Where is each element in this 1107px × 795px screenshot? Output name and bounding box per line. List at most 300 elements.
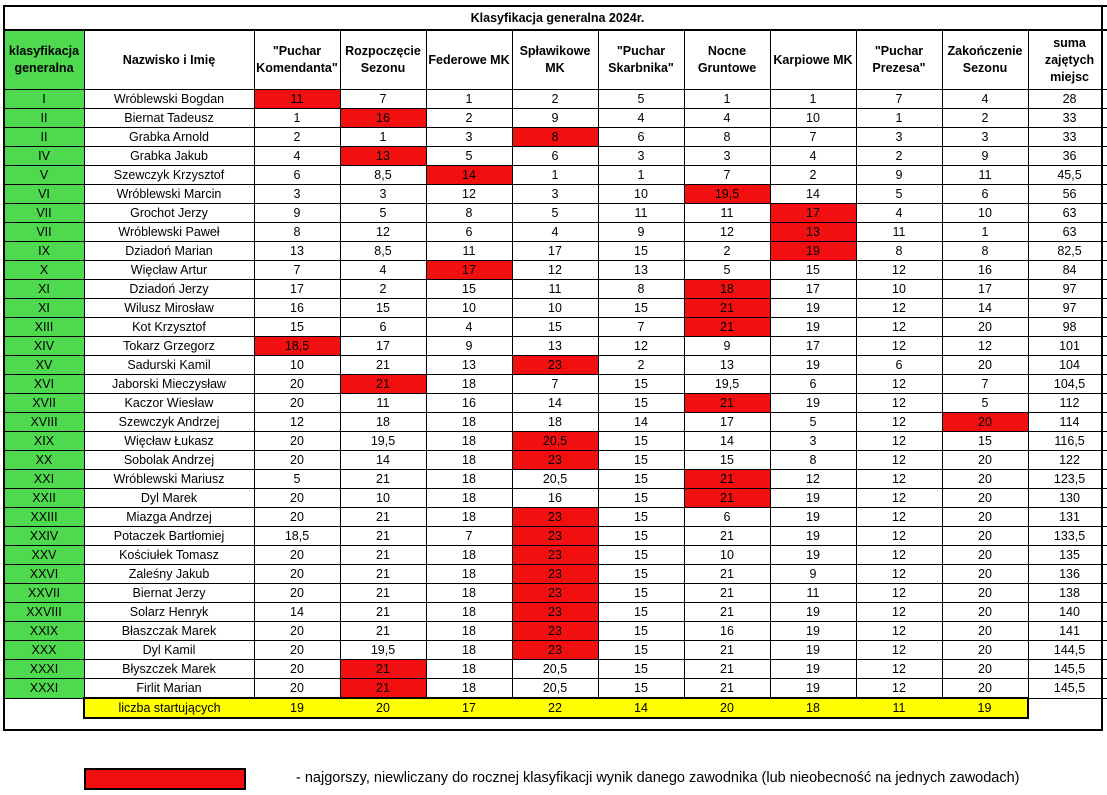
name-cell: Wróblewski Bogdan (84, 90, 254, 109)
score-cell: 17 (770, 337, 856, 356)
score-cell: 9 (512, 109, 598, 128)
score-cell: 1 (340, 128, 426, 147)
score-cell: 19 (770, 356, 856, 375)
score-cell: 12 (254, 413, 340, 432)
score-cell: 8 (598, 280, 684, 299)
table-row (4, 641, 1107, 660)
table-row (4, 185, 1107, 204)
score-cell: 3 (340, 185, 426, 204)
name-cell: Szewczyk Krzysztof (84, 166, 254, 185)
rank-cell: XI (4, 299, 84, 318)
score-cell: 19 (770, 394, 856, 413)
score-cell: 12 (856, 413, 942, 432)
score-cell: 15 (340, 299, 426, 318)
score-cell: 21 (684, 660, 770, 679)
score-cell: 12 (856, 451, 942, 470)
participants-count: 22 (512, 698, 598, 718)
score-cell: 12 (856, 622, 942, 641)
rank-cell: XXIV (4, 527, 84, 546)
footer-spacer (4, 698, 84, 718)
worst-score-cell: 21 (684, 489, 770, 508)
score-cell: 1 (254, 109, 340, 128)
score-cell: 19 (770, 622, 856, 641)
score-cell: 17 (512, 242, 598, 261)
score-cell: 15 (598, 394, 684, 413)
score-cell: 18 (426, 546, 512, 565)
table-row (4, 204, 1107, 223)
score-cell: 10 (340, 489, 426, 508)
score-cell: 18 (426, 622, 512, 641)
worst-score-cell: 11 (254, 90, 340, 109)
score-cell: 12 (856, 489, 942, 508)
name-cell: Grochot Jerzy (84, 204, 254, 223)
score-cell: 4 (254, 147, 340, 166)
score-cell: 19 (770, 546, 856, 565)
sum-cell: 144,5 (1028, 641, 1107, 660)
column-header: klasyfikacja generalna (4, 30, 84, 90)
score-cell: 20,5 (512, 679, 598, 699)
score-cell: 15 (598, 603, 684, 622)
score-cell: 3 (426, 128, 512, 147)
table-row (4, 280, 1107, 299)
score-cell: 21 (684, 527, 770, 546)
score-cell: 2 (512, 90, 598, 109)
score-cell: 20 (942, 451, 1028, 470)
score-cell: 15 (598, 432, 684, 451)
score-cell: 20 (254, 508, 340, 527)
score-cell: 15 (598, 584, 684, 603)
table-row (4, 337, 1107, 356)
score-cell: 18 (426, 413, 512, 432)
worst-score-cell: 23 (512, 622, 598, 641)
score-cell: 5 (426, 147, 512, 166)
score-cell: 12 (340, 223, 426, 242)
worst-score-cell: 8 (512, 128, 598, 147)
name-cell: Dziadoń Jerzy (84, 280, 254, 299)
sum-cell: 135 (1028, 546, 1107, 565)
score-cell: 8 (254, 223, 340, 242)
worst-score-cell: 18 (684, 280, 770, 299)
score-cell: 12 (512, 261, 598, 280)
score-cell: 21 (340, 508, 426, 527)
score-cell: 14 (684, 432, 770, 451)
score-cell: 9 (254, 204, 340, 223)
name-cell: Biernat Tadeusz (84, 109, 254, 128)
score-cell: 20 (254, 394, 340, 413)
score-cell: 5 (856, 185, 942, 204)
score-cell: 10 (942, 204, 1028, 223)
score-cell: 8 (426, 204, 512, 223)
name-cell: Błaszczak Marek (84, 622, 254, 641)
score-cell: 8,5 (340, 166, 426, 185)
score-cell: 18 (426, 470, 512, 489)
worst-score-cell: 23 (512, 584, 598, 603)
table-row (4, 508, 1107, 527)
name-cell: Dziadoń Marian (84, 242, 254, 261)
score-cell: 4 (512, 223, 598, 242)
score-cell: 3 (254, 185, 340, 204)
score-cell: 18 (426, 489, 512, 508)
worst-score-cell: 21 (684, 318, 770, 337)
sum-cell: 131 (1028, 508, 1107, 527)
score-cell: 20 (254, 375, 340, 394)
legend-red-swatch (84, 768, 246, 790)
score-cell: 18 (426, 375, 512, 394)
rank-cell: XIV (4, 337, 84, 356)
score-cell: 15 (512, 318, 598, 337)
rank-cell: XXIII (4, 508, 84, 527)
sum-cell: 63 (1028, 223, 1107, 242)
score-cell: 8 (770, 451, 856, 470)
score-cell: 21 (340, 546, 426, 565)
score-cell: 21 (684, 584, 770, 603)
score-cell: 3 (598, 147, 684, 166)
score-cell: 20 (254, 641, 340, 660)
sum-cell: 56 (1028, 185, 1107, 204)
rank-cell: V (4, 166, 84, 185)
worst-score-cell: 18,5 (254, 337, 340, 356)
name-cell: Szewczyk Andrzej (84, 413, 254, 432)
sum-cell: 28 (1028, 90, 1107, 109)
sum-cell: 84 (1028, 261, 1107, 280)
score-cell: 15 (598, 508, 684, 527)
score-cell: 19 (770, 660, 856, 679)
score-cell: 14 (340, 451, 426, 470)
score-cell: 3 (770, 432, 856, 451)
rank-cell: XI (4, 280, 84, 299)
score-cell: 13 (254, 242, 340, 261)
score-cell: 9 (598, 223, 684, 242)
score-cell: 15 (598, 622, 684, 641)
score-cell: 12 (856, 565, 942, 584)
score-cell: 5 (942, 394, 1028, 413)
score-cell: 15 (598, 242, 684, 261)
score-cell: 4 (598, 109, 684, 128)
rank-cell: II (4, 109, 84, 128)
table-row (4, 622, 1107, 641)
score-cell: 1 (512, 166, 598, 185)
sum-cell: 97 (1028, 299, 1107, 318)
score-cell: 16 (426, 394, 512, 413)
rank-cell: XXVIII (4, 603, 84, 622)
score-cell: 2 (942, 109, 1028, 128)
score-cell: 4 (856, 204, 942, 223)
score-cell: 14 (942, 299, 1028, 318)
worst-score-cell: 23 (512, 641, 598, 660)
score-cell: 20 (942, 470, 1028, 489)
score-cell: 14 (254, 603, 340, 622)
score-cell: 11 (512, 280, 598, 299)
score-cell: 14 (770, 185, 856, 204)
sum-cell: 63 (1028, 204, 1107, 223)
score-cell: 12 (856, 527, 942, 546)
name-cell: Grabka Jakub (84, 147, 254, 166)
sum-cell: 136 (1028, 565, 1107, 584)
column-header: Nocne Gruntowe (684, 30, 770, 90)
worst-score-cell: 19 (770, 242, 856, 261)
score-cell: 2 (856, 147, 942, 166)
table-row (4, 242, 1107, 261)
score-cell: 19 (770, 603, 856, 622)
rank-cell: IV (4, 147, 84, 166)
score-cell: 9 (426, 337, 512, 356)
rank-cell: XXV (4, 546, 84, 565)
score-cell: 12 (856, 660, 942, 679)
sum-cell: 82,5 (1028, 242, 1107, 261)
table-row (4, 166, 1107, 185)
score-cell: 6 (512, 147, 598, 166)
score-cell: 13 (598, 261, 684, 280)
score-cell: 20 (254, 546, 340, 565)
table-row (4, 299, 1107, 318)
name-cell: Więcław Artur (84, 261, 254, 280)
table-row (4, 147, 1107, 166)
score-cell: 18 (426, 679, 512, 699)
score-cell: 6 (684, 508, 770, 527)
score-cell: 7 (942, 375, 1028, 394)
legend-text: - najgorszy, niewliczany do rocznej klasyfikacji wynik danego zawodnika (lub nieobecność na jednych zawodach) (296, 770, 1020, 786)
score-cell: 20 (942, 508, 1028, 527)
sum-cell: 122 (1028, 451, 1107, 470)
score-cell: 17 (684, 413, 770, 432)
score-cell: 7 (254, 261, 340, 280)
score-cell: 12 (856, 318, 942, 337)
name-cell: Zaleśny Jakub (84, 565, 254, 584)
worst-score-cell: 21 (340, 660, 426, 679)
score-cell: 8 (942, 242, 1028, 261)
score-cell: 17 (340, 337, 426, 356)
score-cell: 1 (426, 90, 512, 109)
score-cell: 8 (856, 242, 942, 261)
table-row (4, 470, 1107, 489)
classification-table (3, 5, 1107, 719)
sum-cell: 97 (1028, 280, 1107, 299)
worst-score-cell: 23 (512, 508, 598, 527)
score-cell: 7 (684, 166, 770, 185)
name-cell: Wróblewski Mariusz (84, 470, 254, 489)
score-cell: 14 (598, 413, 684, 432)
score-cell: 12 (856, 508, 942, 527)
rank-cell: XXX (4, 641, 84, 660)
table-row (4, 603, 1107, 622)
score-cell: 8 (684, 128, 770, 147)
score-cell: 21 (340, 565, 426, 584)
column-header: "Puchar Komendanta" (254, 30, 340, 90)
score-cell: 6 (340, 318, 426, 337)
score-cell: 6 (770, 375, 856, 394)
score-cell: 20 (254, 565, 340, 584)
score-cell: 7 (340, 90, 426, 109)
table-row (4, 261, 1107, 280)
score-cell: 7 (598, 318, 684, 337)
rank-cell: I (4, 90, 84, 109)
score-cell: 6 (254, 166, 340, 185)
participants-count: 20 (684, 698, 770, 718)
worst-score-cell: 20,5 (512, 432, 598, 451)
score-cell: 15 (598, 660, 684, 679)
score-cell: 15 (598, 451, 684, 470)
table-row (4, 356, 1107, 375)
name-cell: Solarz Henryk (84, 603, 254, 622)
name-cell: Więcław Łukasz (84, 432, 254, 451)
worst-score-cell: 20 (942, 413, 1028, 432)
name-cell: Kot Krzysztof (84, 318, 254, 337)
score-cell: 3 (512, 185, 598, 204)
score-cell: 20 (254, 622, 340, 641)
worst-score-cell: 23 (512, 527, 598, 546)
score-cell: 20 (254, 432, 340, 451)
rank-cell: XXXI (4, 660, 84, 679)
name-cell: Tokarz Grzegorz (84, 337, 254, 356)
score-cell: 12 (856, 261, 942, 280)
column-header: Federowe MK (426, 30, 512, 90)
score-cell: 12 (684, 223, 770, 242)
score-cell: 21 (340, 356, 426, 375)
score-cell: 15 (426, 280, 512, 299)
score-cell: 21 (684, 641, 770, 660)
sum-cell: 141 (1028, 622, 1107, 641)
score-cell: 15 (598, 299, 684, 318)
participants-label: liczba startujących (84, 698, 254, 718)
participants-count: 17 (426, 698, 512, 718)
score-cell: 20 (254, 451, 340, 470)
score-cell: 21 (340, 603, 426, 622)
score-cell: 2 (254, 128, 340, 147)
score-cell: 2 (598, 356, 684, 375)
sum-cell: 116,5 (1028, 432, 1107, 451)
score-cell: 3 (856, 128, 942, 147)
score-cell: 15 (598, 641, 684, 660)
rank-cell: XVI (4, 375, 84, 394)
name-cell: Wróblewski Paweł (84, 223, 254, 242)
sum-cell: 112 (1028, 394, 1107, 413)
score-cell: 15 (254, 318, 340, 337)
rank-cell: XXIX (4, 622, 84, 641)
worst-score-cell: 23 (512, 603, 598, 622)
score-cell: 20 (942, 584, 1028, 603)
score-cell: 1 (942, 223, 1028, 242)
score-cell: 21 (340, 584, 426, 603)
score-cell: 12 (426, 185, 512, 204)
score-cell: 15 (598, 470, 684, 489)
sum-cell: 138 (1028, 584, 1107, 603)
worst-score-cell: 21 (684, 299, 770, 318)
score-cell: 7 (512, 375, 598, 394)
table-row (4, 413, 1107, 432)
name-cell: Biernat Jerzy (84, 584, 254, 603)
score-cell: 20 (942, 356, 1028, 375)
sum-cell: 101 (1028, 337, 1107, 356)
sum-cell: 104,5 (1028, 375, 1107, 394)
score-cell: 9 (856, 166, 942, 185)
score-cell: 17 (770, 280, 856, 299)
score-cell: 21 (340, 470, 426, 489)
name-cell: Dyl Marek (84, 489, 254, 508)
score-cell: 21 (340, 527, 426, 546)
score-cell: 16 (254, 299, 340, 318)
score-cell: 5 (770, 413, 856, 432)
score-cell: 10 (684, 546, 770, 565)
score-cell: 18 (512, 413, 598, 432)
score-cell: 20 (942, 679, 1028, 699)
score-cell: 5 (512, 204, 598, 223)
score-cell: 7 (856, 90, 942, 109)
column-header: suma zajętych miejsc (1028, 30, 1107, 90)
name-cell: Jaborski Mieczysław (84, 375, 254, 394)
score-cell: 3 (942, 128, 1028, 147)
classification-sheet (3, 5, 1103, 719)
score-cell: 15 (598, 546, 684, 565)
worst-score-cell: 14 (426, 166, 512, 185)
sum-cell: 33 (1028, 128, 1107, 147)
score-cell: 20 (942, 489, 1028, 508)
name-cell: Wilusz Mirosław (84, 299, 254, 318)
score-cell: 7 (770, 128, 856, 147)
score-cell: 12 (856, 584, 942, 603)
score-cell: 10 (512, 299, 598, 318)
worst-score-cell: 21 (684, 470, 770, 489)
score-cell: 4 (340, 261, 426, 280)
score-cell: 6 (942, 185, 1028, 204)
table-row (4, 546, 1107, 565)
score-cell: 15 (684, 451, 770, 470)
score-cell: 19,5 (340, 432, 426, 451)
sum-cell: 33 (1028, 109, 1107, 128)
worst-score-cell: 19,5 (684, 185, 770, 204)
score-cell: 20 (942, 660, 1028, 679)
score-cell: 1 (598, 166, 684, 185)
score-cell: 20 (942, 565, 1028, 584)
score-cell: 6 (598, 128, 684, 147)
score-cell: 19,5 (340, 641, 426, 660)
score-cell: 11 (942, 166, 1028, 185)
rank-cell: XXXI (4, 679, 84, 699)
sum-cell: 140 (1028, 603, 1107, 622)
score-cell: 12 (856, 641, 942, 660)
rank-cell: XIII (4, 318, 84, 337)
score-cell: 20 (942, 641, 1028, 660)
score-cell: 14 (512, 394, 598, 413)
worst-score-cell: 23 (512, 356, 598, 375)
score-cell: 15 (942, 432, 1028, 451)
column-header: Nazwisko i Imię (84, 30, 254, 90)
table-row (4, 128, 1107, 147)
table-row (4, 109, 1107, 128)
score-cell: 10 (598, 185, 684, 204)
score-cell: 19 (770, 641, 856, 660)
score-cell: 2 (340, 280, 426, 299)
rank-cell: XVIII (4, 413, 84, 432)
table-row (4, 489, 1107, 508)
table-row (4, 90, 1107, 109)
score-cell: 12 (856, 299, 942, 318)
score-cell: 18 (426, 641, 512, 660)
score-cell: 16 (942, 261, 1028, 280)
column-header: "Puchar Skarbnika" (598, 30, 684, 90)
participants-count: 19 (254, 698, 340, 718)
table-row (4, 565, 1107, 584)
score-cell: 10 (426, 299, 512, 318)
score-cell: 12 (856, 375, 942, 394)
table-row (4, 223, 1107, 242)
score-cell: 11 (340, 394, 426, 413)
score-cell: 19 (770, 508, 856, 527)
column-header: Karpiowe MK (770, 30, 856, 90)
participants-count: 18 (770, 698, 856, 718)
score-cell: 17 (254, 280, 340, 299)
sum-cell: 114 (1028, 413, 1107, 432)
score-cell: 20 (254, 584, 340, 603)
